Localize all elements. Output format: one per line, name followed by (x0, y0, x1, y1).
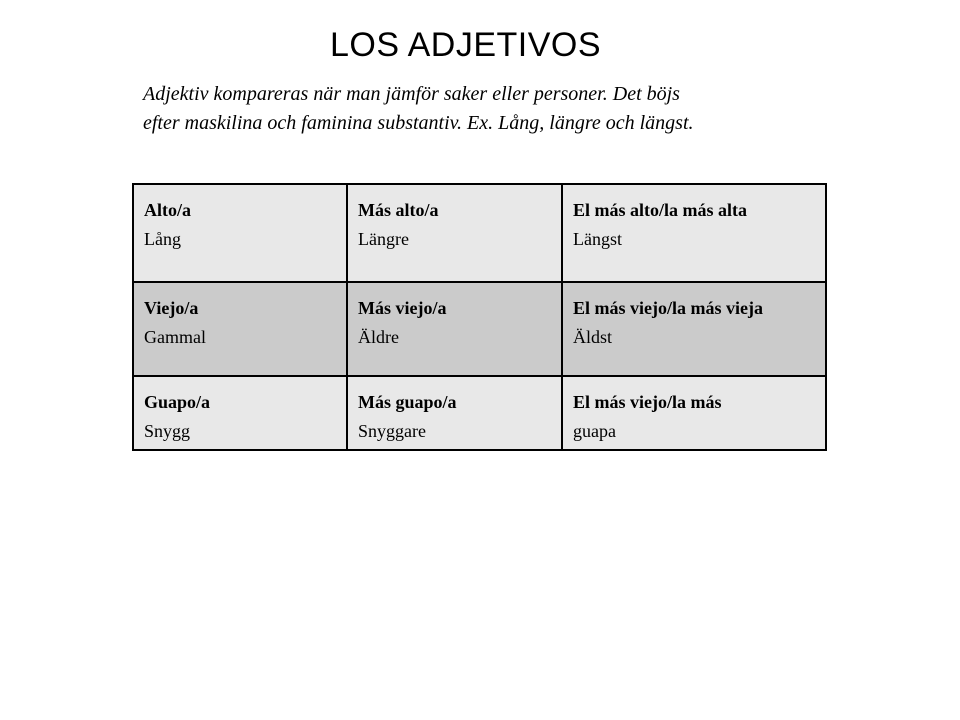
table-row (133, 184, 826, 282)
table-row (133, 376, 826, 450)
intro-text (143, 80, 823, 138)
swedish-translation: Gammal (144, 327, 206, 347)
swedish-translation: Snyggare (358, 421, 426, 441)
spanish-word: Más viejo/a (358, 298, 447, 318)
table-cell-comparative (347, 376, 562, 450)
table-row (133, 282, 826, 376)
table-cell-comparative (347, 282, 562, 376)
adjective-comparison-table (132, 183, 827, 451)
swedish-translation: Längst (573, 229, 622, 249)
spanish-word: Más alto/a (358, 200, 439, 220)
intro-line-2: efter maskilina och faminina substantiv. Ex. Lång, längre och längst. (143, 112, 694, 134)
spanish-word: El más viejo/la más vieja (573, 298, 763, 318)
table-cell-positive (133, 376, 347, 450)
table-cell-comparative (347, 184, 562, 282)
swedish-translation: Äldre (358, 327, 399, 347)
intro-line-1: Adjektiv kompareras när man jämför saker eller personer. Det böjs (143, 83, 680, 105)
spanish-word: El más alto/la más alta (573, 200, 747, 220)
table-cell-positive (133, 282, 347, 376)
spanish-word: Viejo/a (144, 298, 199, 318)
swedish-translation: guapa (573, 421, 616, 441)
spanish-word: El más viejo/la más (573, 392, 722, 412)
spanish-word: Guapo/a (144, 392, 211, 412)
swedish-translation: Äldst (573, 327, 613, 347)
swedish-translation: Längre (358, 229, 409, 249)
table-cell-superlative (562, 184, 826, 282)
page-title: LOS ADJETIVOS (330, 26, 602, 64)
table-cell-superlative (562, 282, 826, 376)
table-cell-superlative (562, 376, 826, 450)
swedish-translation: Lång (144, 229, 181, 249)
table-cell-positive (133, 184, 347, 282)
spanish-word: Más guapo/a (358, 392, 457, 412)
spanish-word: Alto/a (144, 200, 191, 220)
swedish-translation: Snygg (144, 421, 191, 441)
